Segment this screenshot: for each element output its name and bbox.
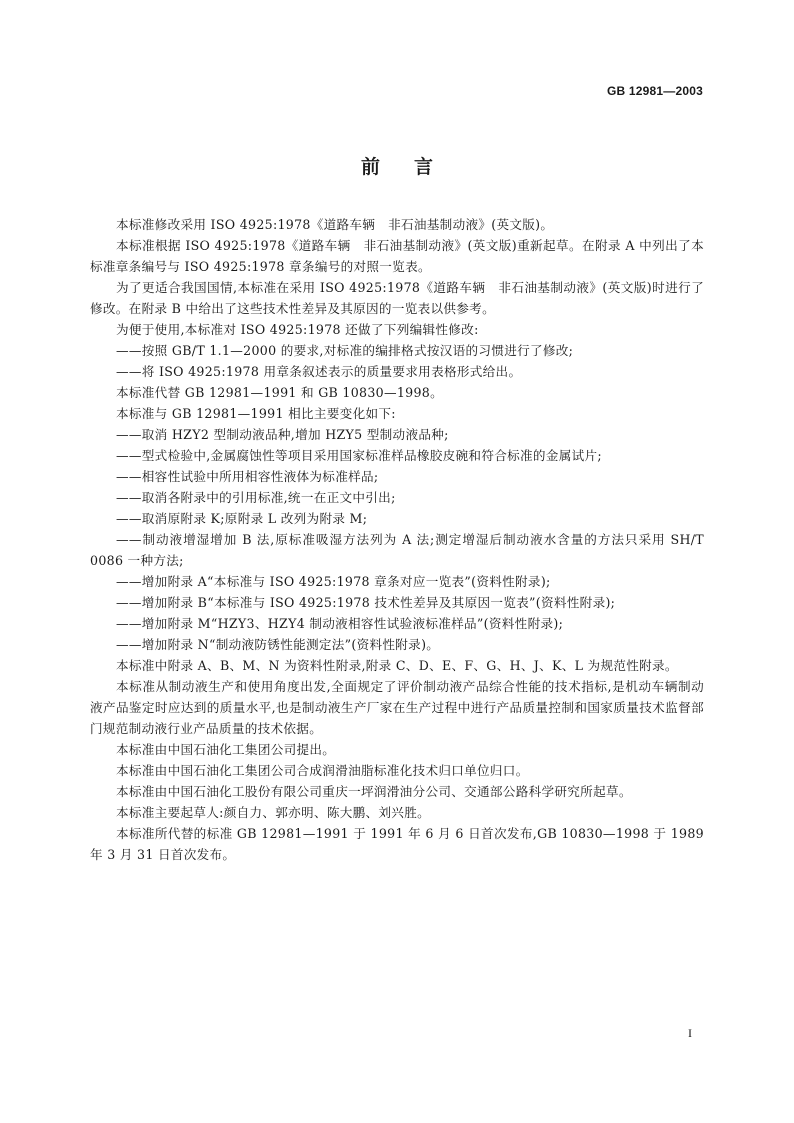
page-number: I: [688, 1026, 692, 1040]
list-item: ——取消原附录 K;原附录 L 改列为附录 M;: [116, 511, 368, 526]
paragraph: 本标准主要起草人:颜自力、郭亦明、陈大鹏、刘兴胜。: [116, 805, 430, 820]
paragraph: 本标准与 GB 12981—1991 相比主要变化如下:: [116, 406, 396, 421]
list-item: ——取消各附录中的引用标准,统一在正文中引出;: [116, 490, 396, 505]
paragraph: 为了更适合我国国情,本标准在采用 ISO 4925:1978《道路车辆 非石油基制动液》(英文版)时进行了修改。在附录 B 中给出了这些技术性差异及其原因的一览表以供参考。: [90, 280, 704, 316]
list-item: ——增加附录 N“制动液防锈性能测定法”(资料性附录)。: [116, 637, 440, 652]
foreword-body: [90, 214, 704, 865]
standard-code: GB 12981—2003: [607, 84, 703, 98]
page-title: 前言: [360, 156, 467, 178]
paragraph: 本标准根据 ISO 4925:1978《道路车辆 非石油基制动液》(英文版)重新起草。在附录 A 中列出了本标准章条编号与 ISO 4925:1978 章条编号的对照一览表。: [90, 238, 704, 274]
paragraph: 为便于使用,本标准对 ISO 4925:1978 还做了下列编辑性修改:: [116, 322, 479, 337]
paragraph: 本标准由中国石油化工集团公司提出。: [116, 742, 336, 757]
list-item: ——型式检验中,金属腐蚀性等项目采用国家标准样品橡胶皮碗和符合标准的金属试片;: [116, 448, 602, 463]
paragraph: 本标准修改采用 ISO 4925:1978《道路车辆 非石油基制动液》(英文版)。: [116, 217, 554, 232]
paragraph: 本标准中附录 A、B、M、N 为资料性附录,附录 C、D、E、F、G、H、J、K、L 为规范性附录。: [116, 658, 678, 673]
list-item: ——制动液增湿增加 B 法,原标准吸湿方法列为 A 法;测定增湿后制动液水含量的方法只采用 SH/T 0086 一种方法;: [90, 532, 704, 568]
list-item: ——将 ISO 4925:1978 用章条叙述表示的质量要求用表格形式给出。: [116, 364, 522, 379]
paragraph: 本标准由中国石油化工股份有限公司重庆一坪润滑油分公司、交通部公路科学研究所起草。: [116, 784, 632, 799]
list-item: ——相容性试验中所用相容性液体为标准样品;: [116, 469, 379, 484]
list-item: ——增加附录 M“HZY3、HZY4 制动液相容性试验液标准样品”(资料性附录);: [116, 616, 564, 631]
list-item: ——增加附录 A“本标准与 ISO 4925:1978 章条对应一览表”(资料性附录);: [116, 574, 551, 589]
list-item: ——增加附录 B“本标准与 ISO 4925:1978 技术性差异及其原因一览表”(资料性附录);: [116, 595, 616, 610]
paragraph: 本标准由中国石油化工集团公司合成润滑油脂标准化技术归口单位归口。: [116, 763, 529, 778]
list-item: ——按照 GB/T 1.1—2000 的要求,对标准的编排格式按汉语的习惯进行了修改;: [116, 343, 574, 358]
list-item: ——取消 HZY2 型制动液品种,增加 HZY5 型制动液品种;: [116, 427, 449, 442]
paragraph: 本标准所代替的标准 GB 12981—1991 于 1991 年 6 月 6 日首次发布,GB 10830—1998 于 1989 年 3 月 31 日首次发布。: [90, 826, 704, 862]
paragraph: 本标准代替 GB 12981—1991 和 GB 10830—1998。: [116, 385, 444, 400]
paragraph: 本标准从制动液生产和使用角度出发,全面规定了评价制动液产品综合性能的技术指标,是机动车辆制动液产品鉴定时应达到的质量水平,也是制动液生产厂家在生产过程中进行产品质量控制和国家质量技术监督部门规范制动液行业产品质量的技术依据。: [90, 679, 704, 736]
